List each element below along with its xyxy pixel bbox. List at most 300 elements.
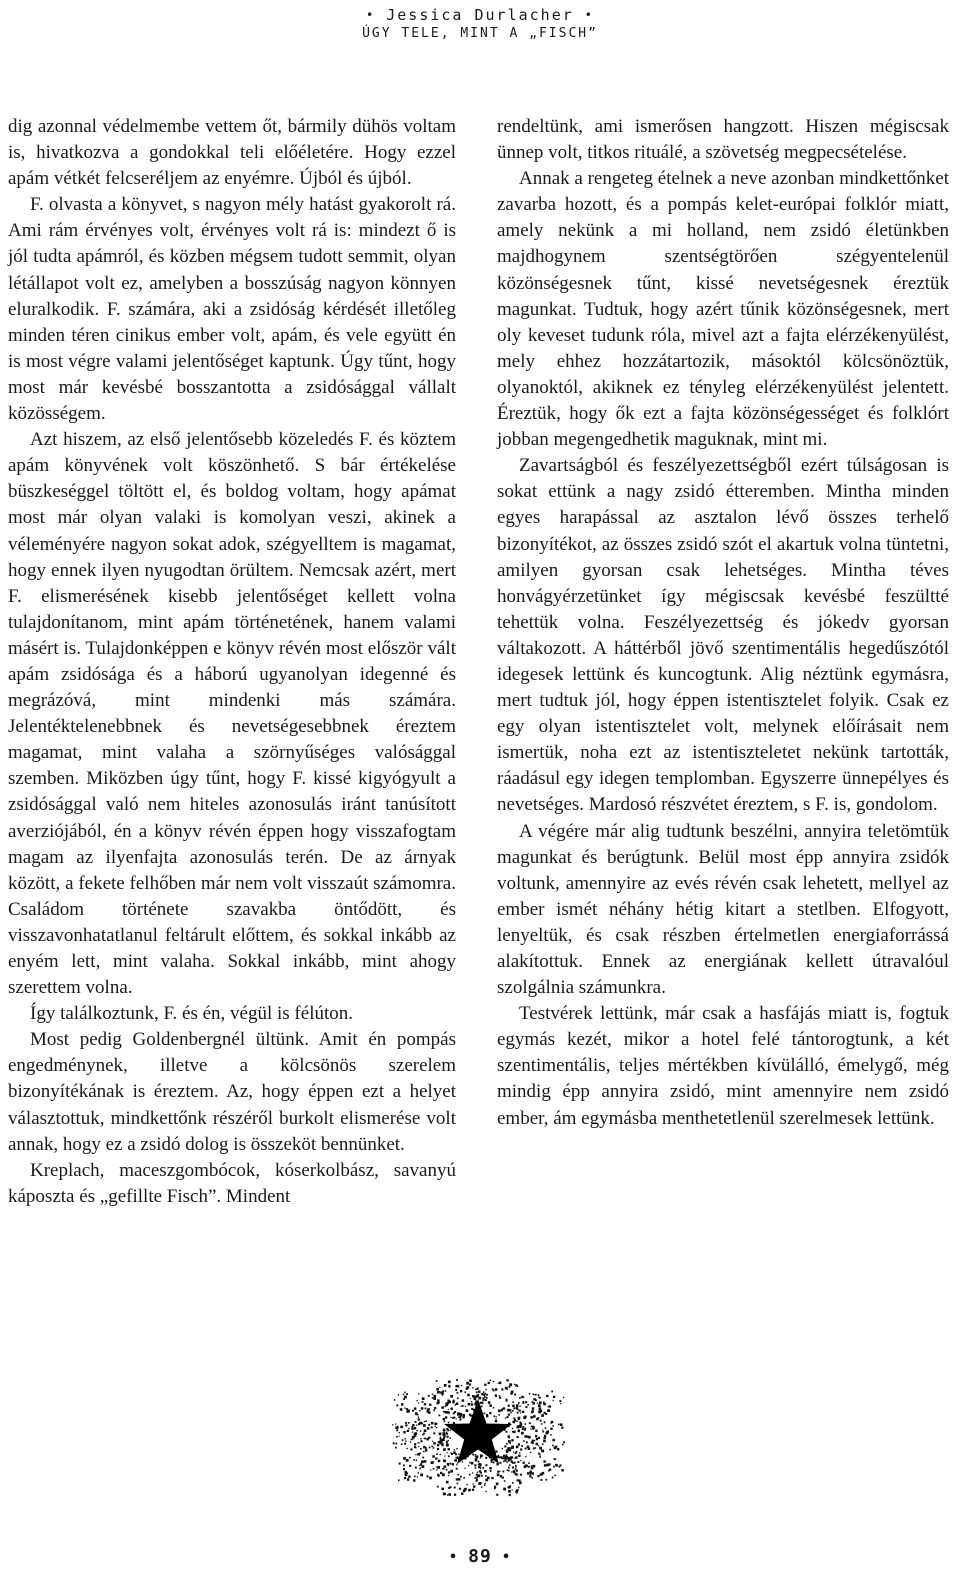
burst-dot — [399, 1463, 401, 1465]
burst-dot — [425, 1449, 428, 1452]
burst-dot — [469, 1379, 472, 1382]
burst-dot — [523, 1402, 525, 1404]
burst-dot — [542, 1430, 543, 1431]
burst-dot — [412, 1431, 413, 1432]
burst-dot — [443, 1411, 445, 1413]
burst-dot — [506, 1416, 508, 1418]
burst-dot — [429, 1447, 431, 1449]
burst-dot — [420, 1448, 422, 1450]
burst-dot — [511, 1471, 512, 1472]
burst-dot — [446, 1481, 449, 1484]
burst-dot — [417, 1453, 420, 1456]
burst-dot — [524, 1428, 526, 1430]
burst-dot — [416, 1400, 417, 1401]
burst-dot — [472, 1483, 473, 1484]
burst-dot — [544, 1435, 546, 1437]
burst-dot — [493, 1381, 495, 1383]
burst-dot — [441, 1406, 444, 1409]
burst-dot — [495, 1450, 497, 1452]
burst-dot — [475, 1389, 477, 1391]
burst-dot — [453, 1417, 455, 1419]
burst-dot — [448, 1422, 450, 1424]
burst-dot — [461, 1493, 463, 1495]
burst-dot — [408, 1476, 410, 1478]
burst-dot — [465, 1391, 467, 1393]
burst-dot — [506, 1462, 507, 1463]
burst-dot — [520, 1460, 521, 1461]
burst-dot — [444, 1456, 445, 1457]
burst-dot — [512, 1428, 513, 1429]
burst-dot — [427, 1475, 429, 1477]
burst-dot — [495, 1418, 496, 1419]
burst-dot — [448, 1385, 450, 1387]
burst-dot — [436, 1427, 437, 1428]
burst-dot — [450, 1395, 453, 1398]
burst-dot — [539, 1456, 541, 1458]
burst-dot — [422, 1465, 425, 1468]
burst-dot — [558, 1424, 560, 1426]
burst-dot — [563, 1441, 565, 1443]
burst-dot — [466, 1484, 467, 1485]
burst-dot — [481, 1402, 482, 1403]
burst-dot — [495, 1388, 498, 1391]
burst-dot — [395, 1447, 397, 1449]
burst-dot — [401, 1426, 403, 1428]
burst-dot — [475, 1467, 477, 1469]
burst-dot — [463, 1489, 466, 1492]
burst-dot — [461, 1385, 462, 1386]
burst-dot — [448, 1455, 450, 1457]
burst-dot — [508, 1467, 510, 1469]
burst-dot — [419, 1443, 420, 1444]
burst-dot — [460, 1476, 462, 1478]
burst-dot — [468, 1489, 471, 1492]
burst-dot — [517, 1436, 519, 1438]
burst-dot — [420, 1430, 422, 1432]
burst-dot — [441, 1488, 444, 1491]
paragraph: Zavartságból és feszélyezettségből ezért túlságosan is sokat ettünk a nagy zsidó étteremben. Mintha minden egyes harapással az asztalon lévő összes terhelő bizonyítékot, az összes zsidó szót el akartuk volna tüntetni, amilyen gyorsan csak lehetséges. Mintha téves honvágyérzetünket így mégiscsak kevésbé feszültté tehettük volna. Feszélyezettség és jókedv gyorsan váltakozott. A háttérből jövő szentimentális hegedűszótól idegesek lettünk és kuncogtunk. Alig néztünk egymásra, mert tudtuk jól, hogy éppen istentisztelet folyik. Csak ez egy olyan istentisztelet volt, melynek előírásait nem ismertük, noha ezt az istentiszteletet nekünk tartották, ráadásul egy idegen templomban. Egyszerre ünnepélyes és nevetséges. Mardosó részvétet éreztem, s F. is, gondolom. — [497, 455, 949, 816]
burst-dot — [553, 1400, 554, 1401]
burst-dot — [502, 1448, 504, 1450]
burst-dot — [530, 1416, 533, 1419]
burst-dot — [516, 1420, 518, 1422]
burst-dot — [474, 1477, 476, 1479]
burst-dot — [421, 1440, 423, 1442]
burst-dot — [466, 1382, 469, 1385]
burst-dot — [405, 1422, 407, 1424]
burst-dot — [442, 1432, 445, 1435]
burst-dot — [499, 1382, 502, 1385]
burst-dot — [508, 1470, 510, 1472]
burst-dot — [405, 1471, 408, 1474]
burst-dot — [404, 1396, 407, 1399]
burst-dot — [501, 1388, 503, 1390]
burst-dot — [396, 1429, 398, 1431]
burst-dot — [539, 1447, 542, 1450]
burst-dot — [454, 1494, 456, 1496]
burst-dot — [403, 1457, 406, 1460]
burst-dot — [423, 1446, 426, 1449]
paragraph: Így találkoztunk, F. és én, végül is félúton. — [30, 1003, 353, 1025]
burst-dot — [419, 1468, 421, 1470]
burst-dot — [434, 1395, 437, 1398]
burst-dot — [530, 1473, 531, 1474]
burst-dot — [506, 1379, 508, 1381]
burst-dot — [469, 1414, 471, 1416]
burst-dot — [424, 1421, 425, 1422]
burst-dot — [476, 1480, 478, 1482]
burst-dot — [505, 1418, 506, 1419]
burst-dot — [528, 1462, 530, 1464]
paragraph: dig azonnal védelmembe vettem őt, bármily dühös voltam is, hivatkozva a gondokkal teli előéletére. Hogy ezzel apám vétkét felcseréljem az enyémre. Újból és újból. — [8, 116, 456, 190]
burst-dot — [454, 1449, 455, 1450]
burst-dot — [448, 1381, 451, 1384]
burst-dot — [412, 1439, 413, 1440]
burst-dot — [478, 1482, 481, 1485]
burst-dot — [416, 1425, 417, 1426]
burst-dot — [561, 1469, 564, 1472]
burst-dot — [448, 1471, 450, 1473]
burst-dot — [437, 1444, 439, 1446]
burst-dot — [483, 1394, 485, 1396]
burst-dot — [544, 1412, 546, 1414]
burst-dot — [563, 1397, 565, 1399]
star-burst-ornament-icon — [390, 1377, 566, 1497]
burst-dot — [527, 1404, 529, 1406]
burst-dot — [550, 1434, 552, 1436]
burst-dot — [525, 1423, 527, 1425]
paragraph: Kreplach, maceszgombócok, kóserkolbász, savanyú káposzta és „gefillte Fisch”. Mindent — [8, 1159, 456, 1207]
burst-dot — [484, 1384, 486, 1386]
burst-dot — [415, 1421, 417, 1423]
burst-dot — [453, 1451, 456, 1454]
burst-dot — [460, 1390, 462, 1392]
burst-dot — [436, 1380, 438, 1382]
burst-dot — [505, 1461, 506, 1462]
burst-dot — [405, 1441, 406, 1442]
burst-dot — [520, 1448, 522, 1450]
burst-dot — [545, 1427, 547, 1429]
burst-dot — [443, 1466, 445, 1468]
burst-dot — [398, 1479, 400, 1481]
burst-dot — [412, 1410, 414, 1412]
burst-dot — [410, 1441, 411, 1442]
burst-dot — [447, 1494, 448, 1495]
burst-dot — [450, 1486, 452, 1488]
burst-dot — [509, 1409, 512, 1412]
burst-dot — [543, 1460, 545, 1462]
burst-dot — [471, 1462, 474, 1465]
burst-dot — [445, 1416, 447, 1418]
burst-dot — [433, 1447, 435, 1449]
burst-dot — [555, 1459, 556, 1460]
burst-dot — [510, 1412, 511, 1413]
burst-dot — [456, 1418, 457, 1419]
burst-dot — [530, 1452, 531, 1453]
running-head-title: ÚGY TELE, MINT A „FISCH” — [362, 26, 598, 41]
burst-dot — [527, 1472, 530, 1475]
burst-dot — [480, 1454, 483, 1457]
burst-dot — [427, 1410, 430, 1413]
burst-dot — [415, 1454, 416, 1455]
burst-dot — [509, 1457, 512, 1460]
burst-dot — [543, 1401, 545, 1403]
burst-dot — [547, 1430, 550, 1433]
burst-dot — [525, 1448, 527, 1450]
burst-dot — [532, 1442, 534, 1444]
burst-dot — [462, 1416, 464, 1418]
burst-dot — [438, 1460, 441, 1463]
burst-dot — [474, 1396, 477, 1399]
burst-dot — [422, 1457, 424, 1459]
burst-dot — [434, 1407, 436, 1409]
burst-dot — [437, 1486, 439, 1488]
burst-dot — [425, 1438, 426, 1439]
burst-dot — [417, 1442, 418, 1443]
burst-dot — [493, 1390, 495, 1392]
burst-dot — [525, 1456, 526, 1457]
burst-dot — [535, 1430, 537, 1432]
burst-dot — [453, 1412, 455, 1414]
burst-dot — [491, 1462, 492, 1463]
burst-dot — [439, 1387, 440, 1388]
burst-dot — [411, 1428, 413, 1430]
burst-dot — [406, 1411, 408, 1413]
burst-dot — [497, 1471, 499, 1473]
burst-dot — [554, 1475, 556, 1477]
burst-dot — [485, 1457, 487, 1459]
burst-dot — [462, 1399, 465, 1402]
burst-dot — [416, 1460, 418, 1462]
burst-dot — [481, 1487, 482, 1488]
burst-dot — [444, 1421, 446, 1423]
burst-dot — [445, 1411, 448, 1414]
burst-dot — [535, 1394, 537, 1396]
burst-dot — [508, 1459, 510, 1461]
burst-dot — [444, 1436, 446, 1438]
burst-dot — [478, 1461, 480, 1463]
burst-dot — [486, 1394, 488, 1396]
burst-dot — [480, 1472, 482, 1474]
burst-dot — [518, 1444, 520, 1446]
burst-dot — [430, 1470, 431, 1471]
burst-dot — [446, 1428, 448, 1430]
burst-dot — [502, 1471, 504, 1473]
burst-dot — [513, 1452, 514, 1453]
burst-dot — [520, 1474, 522, 1476]
burst-dot — [425, 1408, 427, 1410]
burst-dot — [515, 1465, 516, 1466]
burst-dot — [479, 1470, 481, 1472]
burst-dot — [443, 1468, 445, 1470]
burst-dot — [531, 1467, 534, 1470]
burst-dot — [542, 1443, 544, 1445]
burst-dot — [403, 1431, 405, 1433]
burst-dot — [433, 1397, 436, 1400]
burst-dot — [518, 1461, 520, 1463]
burst-dot — [450, 1430, 451, 1431]
burst-dot — [518, 1487, 520, 1489]
burst-dot — [537, 1403, 538, 1404]
burst-dot — [514, 1384, 515, 1385]
burst-dot — [436, 1458, 438, 1460]
burst-dot — [472, 1489, 474, 1491]
paragraph: Most pedig Goldenbergnél ültünk. Amit én pompás engedménynek, illetve a kölcsönös szerelem bizonyítékának is éreztem. Az, hogy éppen ezt a helyet választottuk, mindkettőnk részéről burkolt elismerése volt annak, hogy ez a zsidó dolog is összeköt bennünket. — [8, 1029, 456, 1155]
burst-dot — [561, 1427, 563, 1429]
burst-dot — [560, 1403, 561, 1404]
burst-dot — [533, 1393, 535, 1395]
burst-dot — [504, 1480, 506, 1482]
burst-dot — [519, 1480, 521, 1482]
burst-dot — [560, 1423, 563, 1426]
burst-dot — [472, 1387, 473, 1388]
burst-dot — [449, 1463, 451, 1465]
burst-dot — [519, 1410, 521, 1412]
burst-dot — [478, 1391, 480, 1393]
burst-dot — [469, 1474, 471, 1476]
burst-dot — [499, 1397, 501, 1399]
burst-dot — [543, 1440, 546, 1443]
burst-dot — [519, 1452, 520, 1453]
burst-dot — [399, 1436, 400, 1437]
burst-dot — [456, 1478, 458, 1480]
burst-dot — [499, 1471, 500, 1472]
burst-dot — [545, 1479, 547, 1481]
burst-dot — [426, 1420, 428, 1422]
burst-dot — [450, 1470, 453, 1473]
burst-dot — [513, 1470, 516, 1473]
burst-dot — [541, 1423, 543, 1425]
burst-dot — [504, 1456, 507, 1459]
burst-dot — [481, 1406, 483, 1408]
burst-dot — [520, 1423, 523, 1426]
burst-dot — [547, 1409, 550, 1412]
burst-dot — [423, 1451, 425, 1453]
burst-dot — [414, 1476, 416, 1478]
burst-dot — [514, 1462, 516, 1464]
burst-dot — [437, 1402, 440, 1405]
burst-dot — [419, 1410, 420, 1411]
burst-dot — [417, 1476, 418, 1477]
burst-dot — [448, 1440, 450, 1442]
burst-dot — [418, 1417, 419, 1418]
burst-dot — [481, 1393, 483, 1395]
burst-dot — [418, 1472, 420, 1474]
burst-dot — [502, 1408, 504, 1410]
burst-dot — [519, 1406, 520, 1407]
burst-dot — [443, 1418, 445, 1420]
burst-dot — [457, 1483, 459, 1485]
burst-dot — [448, 1475, 449, 1476]
burst-dot — [422, 1401, 424, 1403]
burst-dot — [512, 1489, 513, 1490]
burst-dot — [515, 1384, 517, 1386]
burst-dot — [439, 1415, 441, 1417]
burst-dot — [468, 1403, 471, 1406]
burst-dot — [418, 1402, 419, 1403]
burst-dot — [515, 1473, 518, 1476]
burst-dot — [428, 1395, 430, 1397]
burst-dot — [535, 1399, 537, 1401]
burst-dot — [539, 1407, 542, 1410]
burst-dot — [448, 1448, 450, 1450]
burst-dot — [476, 1395, 479, 1398]
burst-dot — [516, 1404, 519, 1407]
burst-dot — [456, 1468, 458, 1470]
burst-dot — [440, 1437, 441, 1438]
burst-dot — [528, 1436, 531, 1439]
burst-dot — [418, 1393, 419, 1394]
burst-dot — [420, 1438, 421, 1439]
burst-dot — [436, 1388, 439, 1391]
burst-dot — [484, 1485, 485, 1486]
burst-dot — [540, 1479, 542, 1481]
burst-dot — [503, 1407, 505, 1409]
burst-dot — [402, 1439, 404, 1441]
burst-dot — [460, 1417, 461, 1418]
burst-dot — [546, 1464, 549, 1467]
burst-dot — [431, 1446, 433, 1448]
burst-dot — [529, 1393, 531, 1395]
page-number: 89 — [468, 1546, 492, 1567]
burst-dot — [448, 1464, 450, 1466]
burst-dot — [516, 1470, 518, 1472]
burst-dot — [415, 1427, 417, 1429]
burst-dot — [396, 1404, 398, 1406]
burst-dot — [525, 1406, 527, 1408]
burst-dot — [457, 1385, 459, 1387]
burst-dot — [511, 1446, 514, 1449]
burst-dot — [513, 1422, 515, 1424]
burst-dot — [484, 1413, 486, 1415]
burst-dot — [532, 1402, 535, 1405]
burst-dot — [455, 1404, 457, 1406]
burst-dot — [514, 1394, 516, 1396]
burst-dot — [494, 1488, 496, 1490]
burst-dot — [414, 1443, 416, 1445]
burst-dot — [557, 1448, 560, 1451]
burst-dot — [537, 1417, 539, 1419]
burst-dot — [418, 1446, 419, 1447]
burst-dot — [423, 1424, 426, 1427]
burst-dot — [548, 1406, 549, 1407]
burst-dot — [540, 1420, 542, 1422]
bullet-left: • — [366, 8, 376, 22]
burst-dot — [458, 1478, 461, 1481]
burst-dot — [454, 1487, 456, 1489]
burst-dot — [436, 1423, 438, 1425]
burst-dot — [521, 1432, 524, 1435]
burst-dot — [484, 1483, 486, 1485]
burst-dot — [428, 1424, 430, 1426]
burst-dot — [496, 1483, 499, 1486]
burst-dot — [404, 1407, 405, 1408]
burst-dot — [393, 1442, 395, 1444]
burst-dot — [518, 1402, 520, 1404]
burst-dot — [486, 1415, 488, 1417]
burst-dot — [421, 1423, 423, 1425]
burst-dot — [432, 1455, 435, 1458]
burst-dot — [436, 1453, 438, 1455]
burst-dot — [508, 1490, 511, 1493]
burst-dot — [516, 1446, 519, 1449]
burst-dot — [534, 1440, 535, 1441]
burst-dot — [432, 1441, 433, 1442]
burst-dot — [482, 1399, 484, 1401]
burst-dot — [521, 1445, 523, 1447]
burst-dot — [536, 1443, 539, 1446]
burst-dot — [508, 1414, 510, 1416]
